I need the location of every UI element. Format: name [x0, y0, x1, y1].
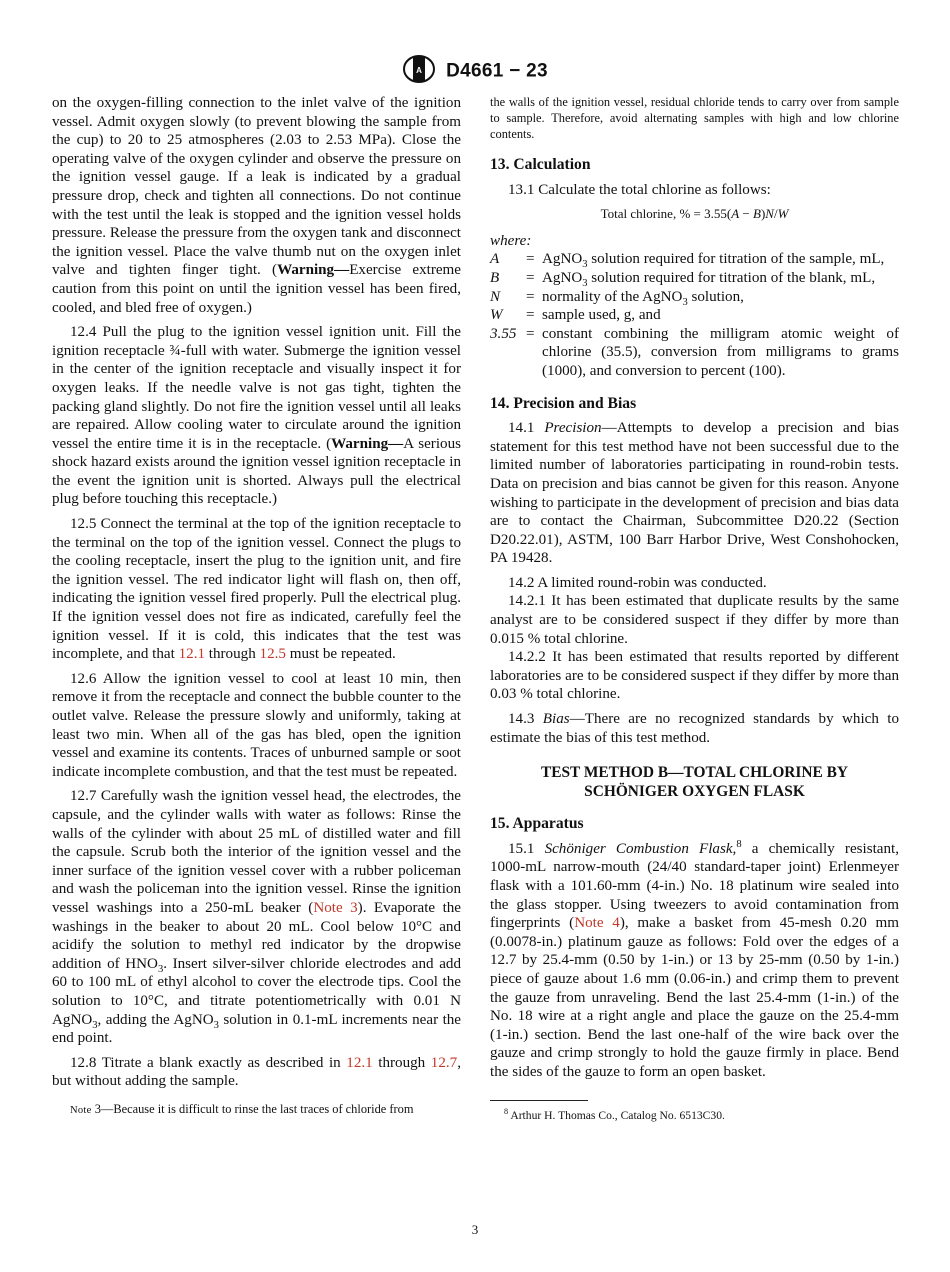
paragraph-14-3: 14.3 Bias—There are no recognized standards by which to estimate the bias of this test method.	[490, 711, 900, 746]
paragraph-14-2-2: 14.2.2 It has been estimated that results reported by different laboratories are to be considered suspect if they differ by more than 0.03 % total chlorine.	[490, 649, 899, 703]
definition-row: A = AgNO$_3$ solution required for titration of the sample, mL,	[490, 251, 885, 271]
definition-row: B = AgNO$_3$ solution required for titration of the blank, mL,	[490, 269, 876, 289]
link-12-7[interactable]: 12.7	[430, 1054, 458, 1071]
paragraph-12-4: 12.4 Pull the plug to the ignition vessel ignition unit. Fill the ignition receptacle ¾-full with water. Submerge the ignition vessel in the center of the ignition receptacle and visually inspect it for oxygen leaks. If the needle valve is not gas tight, tighten the packing gland slightly. Do not fire the ignition vessel until all leaks are repaired. Allow cooling water to circulate around the ignition vessel the entire time it is in the receptacle. (Warning—A serious shock hazard exists around the ignition vessel ignition receptacle in the event the ignition unit is shorted. Always pull the electrical plug before touching this receptacle.)	[52, 324, 461, 508]
document-number: D4661 − 23	[446, 60, 548, 82]
footnote-divider	[490, 1100, 588, 1101]
paragraph-12-7: 12.7 Carefully wash the ignition vessel head, the electrodes, the capsule, and the cylinder walls with water as follows: Rinse the walls of the cylinder with about 25 mL of distilled water and fill the capsule. Scrub both the interior of the ignition vessel and the inner surface of the ignition vessel cover with a rubber policeman and wash the policeman into the ignition vessel. Rinse the ignition vessel washings into a 250-mL beaker (Note 3). Evaporate the washings in the beaker to about 20 mL. Cool below 10°C and acidify the solution to methyl red indicator by the dropwise addition of $HNO_3$. Insert silver-silver chloride electrodes and add 60 to 100 mL of ethyl alcohol to cover the electrode tips. Cool the solution to 10°C, and titrate potentiometrically with 0.01 N AgNO$_3$, adding the AgNO$_3$ solution in 0.1-mL increments near the end point.	[52, 788, 462, 1047]
section-13-heading: 13. Calculation	[490, 156, 591, 173]
paragraph-13-1: 13.1 Calculate the total chlorine as follows:	[508, 181, 771, 198]
test-method-b-title	[490, 763, 899, 801]
paragraph-12-3-continued: on the oxygen-filling connection to the inlet valve of the ignition vessel. Admit oxygen slowly (to prevent blowing the sample from the cup) to 20 to 25 atmospheres (2.03 to 2.53 MPa). Close the operating valve of the oxygen cylinder and observe the pressure on the ignition vessel gauge. If a leak is indicated by a gradual pressure drop, check and tighten all connections. Do not continue with the test until the leak is stopped and the ignition vessel holds pressure. Release the pressure from the oxygen tank and disconnect the ignition vessel. Place the valve thumb nut on the oxygen inlet valve and tighten finger tight. (Warning—Exercise extreme caution from this point on until the ignition vessel has been fired, cooled, and bled free of oxygen.)	[52, 95, 461, 316]
paragraph-14-1: 14.1 Precision—Attempts to develop a precision and bias statement for this test method have not been successful due to the limited number of laboratories participating in round-robin tests. Data on precision and bias cannot be given for this reason. Anyone wishing to participate in the development of precision and bias data are to contact the Chairman, Subcommittee D20.22 (Section D20.22.01), ASTM, 100 Barr Harbor Drive, West Conshohocken, PA 19428.	[490, 420, 900, 567]
where-label: where:	[490, 232, 532, 249]
equation-total-chlorine: Total chlorine, % = 3.55(A − B)N/W	[600, 206, 789, 222]
page-number: 3	[471, 1222, 479, 1237]
definition-row: 3.55 = constant combining the milligram atomic weight of chlorine (35.5), conversion from milligrams to grams (1000), and conversion to percent (100).	[490, 325, 899, 379]
left-column	[52, 94, 461, 1119]
svg-text:A: A	[416, 66, 422, 75]
paragraph-12-5: 12.5 Connect the terminal at the top of the ignition receptacle to the terminal on the top of the ignition vessel. Connect the plugs to the cooling receptacle, insert the plug to the ignition unit, and fire the ignition vessel. The red indicator light will flash on, then off, indicating the ignition vessel fired properly. Pull the electrical plug. If the ignition vessel does not fire as indicated, carefully feel the ignition vessel. If it is cold, this indicates that the test was incomplete, and that 12.1 through 12.5 must be repeated.	[52, 516, 461, 663]
paragraph-14-2-1: 14.2.1 It has been estimated that duplicate results by the same analyst are to be considered suspect if they differ by more than 0.015 % total chlorine.	[490, 593, 899, 647]
paragraph-12-8: 12.8 Titrate a blank exactly as described in 12.1 through 12.7, but without adding the sample.	[52, 1054, 461, 1090]
link-12-1[interactable]: 12.1	[178, 646, 206, 663]
variable-definitions	[490, 250, 899, 380]
page-header	[0, 54, 950, 89]
method-title-line-2: SCHÖNIGER OXYGEN FLASK	[584, 783, 805, 801]
footnote-8: $^8$ Arthur H. Thomas Co., Catalog No. 6513C30.	[504, 1106, 725, 1122]
note-3-continued: the walls of the ignition vessel, residual chloride tends to carry over from sample to sample. Therefore, avoid alternating samples with high and low chlorine contents.	[490, 95, 899, 141]
right-column	[490, 94, 899, 1125]
section-15-heading: 15. Apparatus	[490, 815, 584, 833]
link-12-1-b[interactable]: 12.1	[346, 1054, 373, 1071]
method-title-line-1: TEST METHOD B—TOTAL CHLORINE BY	[540, 764, 849, 782]
definition-row: W = sample used, g, and	[490, 307, 661, 324]
definition-row: N = normality of the AgNO$_3$ solution,	[490, 288, 744, 308]
note-3: Note 3—Because it is difficult to rinse the last traces of chloride from	[70, 1101, 414, 1116]
section-14-heading: 14. Precision and Bias	[490, 394, 637, 412]
link-note-3[interactable]: Note 3	[313, 899, 358, 916]
link-12-5[interactable]: 12.5	[259, 646, 286, 663]
paragraph-15-1: 15.1 Schöniger Combustion Flask,$^8$ a chemically resistant, 1000-mL narrow-mouth (24/40 standard-taper joint) Erlenmeyer flask with a 101.60-mm (4-in.) No. 18 platinum wire sealed into the glass stopper. Using tweezers to avoid contamination from fingerprints (Note 4), make a basket from 45-mesh 0.20 mm (0.0078-in.) platinum gauze as follows: Fold over the edges of a 12.7 by 25.4-mm (0.50 by 1-in.) or 13 by 25-mm (0.50 by 1-in.) piece of gauze about 1.6 mm (0.06-in.) and crimp them to prevent the gauze from unraveling. Bend the last 25.4-mm (1-in.) of the No. 18 wire at a right angle and place the gauze on the 25.4-mm (1-in.) section. Bend the last one-half of the wire back over the gauze and crimp strongly to hold the gauze firmly in place. Bend the sides of the gauze to form an open basket.	[490, 838, 899, 1080]
link-note-4[interactable]: Note 4	[574, 915, 620, 932]
paragraph-14-2: 14.2 A limited round-robin was conducted.	[508, 574, 767, 591]
astm-logo-icon	[402, 54, 436, 89]
paragraph-12-6: 12.6 Allow the ignition vessel to cool at least 10 min, then remove it from the receptacle and connect the bubble counter to the outlet valve. Release the pressure slowly and uniformly, taking at least two min. When all of the gas has bled, open the ignition vessel and examine its contents. Traces of unburned sample or soot indicate incomplete combustion, and that the test must be repeated.	[52, 670, 461, 780]
